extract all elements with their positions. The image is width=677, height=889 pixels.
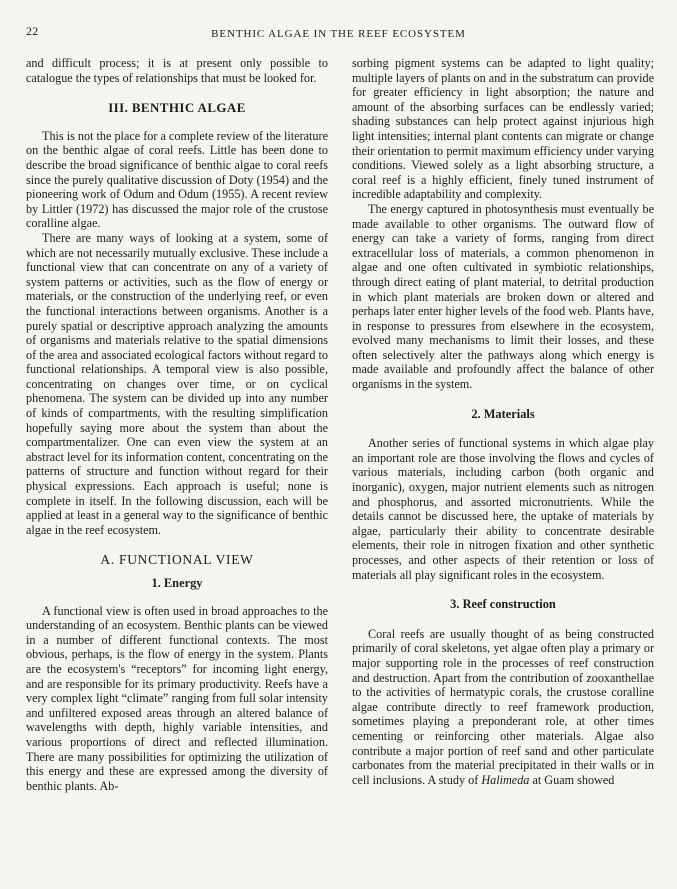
paragraph: Another series of functional systems in which algae play an important role are those involving the flows and cycles of various materials, including carbon (both organic and inorganic), oxygen, major nutrient elements such as nitrogen and phosphorus, and assorted micronutrients. While the details cannot be discussed here, the uptake of materials by algae, particularly their ability to concentrate desirable elements, their role in nitrogen fixation and other synthetic processes, and other aspects of their retention or loss of materials all play significant roles in the ecosystem. bbox=[352, 436, 654, 582]
subsection-heading: 2. Materials bbox=[471, 406, 535, 421]
section-heading: III. BENTHIC ALGAE bbox=[108, 100, 246, 116]
page-number: 22 bbox=[26, 24, 39, 38]
genus-name: Halimeda bbox=[481, 772, 530, 787]
subsection-heading: 1. Energy bbox=[151, 576, 203, 590]
part-heading: A. FUNCTIONAL VIEW bbox=[100, 552, 254, 568]
paragraph: sorbing pigment systems can be adapted to light quality; multiple layers of plants on and in the substratum can provide for greater efficiency in light absorption; the nature and amount of the absorbing surfaces can be endlessly varied; shading substances can help protect against injurious high light intensities; internal plant contents can migrate or change their orientation to permit maximum efficiency under varying conditions. Viewed solely as a light absorbing structure, a coral reef is a highly efficient, finely tuned instrument of incredible adaptability and complexity. bbox=[352, 56, 654, 202]
left-column bbox=[26, 56, 328, 793]
running-head: BENTHIC ALGAE IN THE REEF ECOSYSTEM bbox=[211, 28, 466, 40]
paragraph bbox=[352, 627, 654, 788]
paragraph: This is not the place for a complete review of the literature on the benthic algae of coral reefs. Little has been done to describe the broad significance of benthic algae to coral reefs since the purely qualitative discussion of Doty (1954) and the pioneering work of Odum and Odum (1955). A recent review by Littler (1972) has discussed the major role of the crustose coralline algae. bbox=[26, 128, 328, 231]
paragraph-text: at Guam showed bbox=[532, 772, 615, 787]
paragraph-text: Coral reefs are usually thought of as being constructed primarily of coral skeletons, yet algae often play a primary or major supporting role in the processes of reef construction and destruction. Apart from the contribution of zooxanthellae to the activities of hermatypic corals, the crustose coralline algae contribute directly to reef framework production, sometimes playing a preponderant role, at other times cementing or reinforcing other materials. Algae also contribute a major portion of reef sand and other particulate carbonates from the material precipitated in their walls or in cell inclusions. A study of bbox=[352, 626, 654, 787]
subsection-heading: 3. Reef construction bbox=[450, 597, 556, 612]
paragraph: and difficult process; it is at present only possible to catalogue the types of relationships that must be looked for. bbox=[26, 56, 328, 85]
right-column bbox=[352, 56, 654, 787]
paragraph: A functional view is often used in broad approaches to the understanding of an ecosystem. Benthic plants can be viewed in a number of different functional contexts. The most obvious, perhaps, is the flow of energy in the system. Plants are the ecosystem's “receptors” for incoming light energy, and are responsible for its primary productivity. Reefs have a very complex light “climate” ranging from full solar intensity and unfiltered exposed areas through an altered balance of wavelengths with depth, highly variable intensities, and various proportions of direct and reflected illumination. There are many possibilities for optimizing the utilization of this energy and these are expressed among the diversity of benthic plants. Ab- bbox=[26, 603, 328, 793]
paragraph: There are many ways of looking at a system, some of which are not necessarily mutually exclusive. These include a functional view that can concentrate on any of a variety of system patterns or activities, such as the flow of energy or materials, or the construction of the underlying reef, or even the functional interactions between organisms. Another is a purely spatial or descriptive approach analyzing the amounts of organisms and materials relative to the spatial dimensions of the area and associated ecological factors without regard to functional relationships. A temporal view is also possible, concentrating on changes over time, or on cyclical phenomena. The system can be divided up into any number of kinds of compartments, with the resulting simplification hopefully saying more about the system than about the compartmentalizer. One can even view the system at an abstract level for its information content, concentrating on the patterns of structure and function without regard for their physical expressions. Each approach is useful; none is complete in itself. In the following discussion, each will be applied at least in a general way to the significance of benthic algae in the reef ecosystem. bbox=[26, 230, 328, 537]
paragraph: The energy captured in photosynthesis must eventually be made available to other organisms. The outward flow of energy can take a variety of forms, ranging from direct extracellular loss of materials, a common phenomenon in algae and one often cultivated in symbiotic relationships, through direct eating of plant material, to detrital production in which plant materials are broken down or altered and perhaps later enter higher levels of the food web. Plants have, in response to pressures from elsewhere in the ecosystem, evolved many mechanisms to limit their losses, and these often selectively alter the pathways along which energy is made available and profoundly affect the balance of other organisms in the system. bbox=[352, 201, 654, 392]
